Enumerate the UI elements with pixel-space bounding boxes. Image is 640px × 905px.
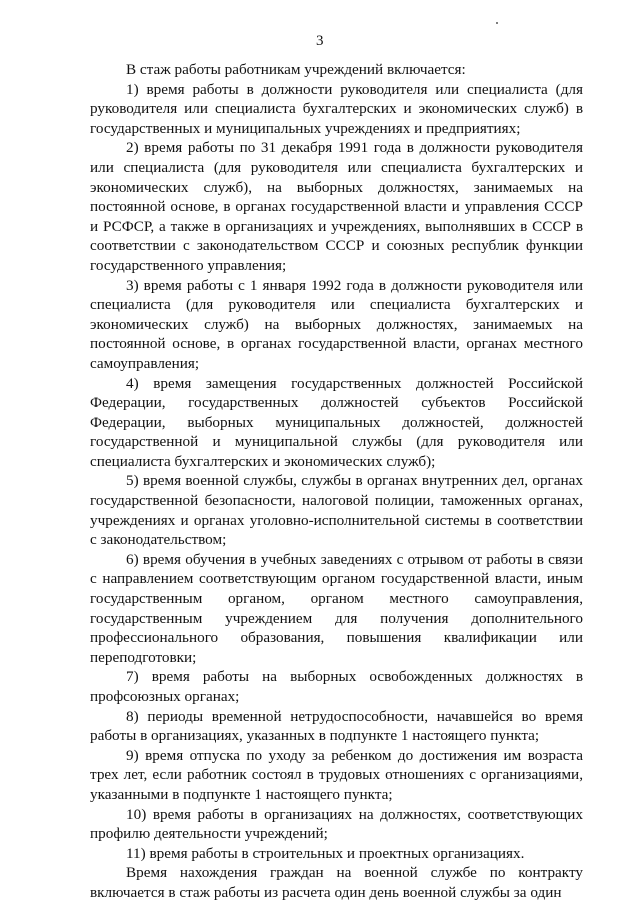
list-item-1: 1) время работы в должности руководителя или специалиста (для руководителя или специалиста бухгалтерских и экономических служб) в государственных и муниципальных учреждениях и предприятиях; bbox=[90, 80, 583, 137]
list-item-5: 5) время военной службы, службы в органах внутренних дел, органах государственной безопасности, налоговой полиции, таможенных органах, учреждениях и органах уголовно-исполнительной системы в соответствии с законодательством; bbox=[90, 472, 583, 549]
list-item-9: 9) время отпуска по уходу за ребенком до достижения им возраста трех лет, если работник состоял в трудовых отношениях с организациями, указанными в подпункте 1 настоящего пункта; bbox=[90, 746, 583, 803]
list-item-10: 10) время работы в организациях на должностях, соответствующих профилю деятельности учреждений; bbox=[90, 805, 583, 843]
document-body bbox=[90, 60, 583, 903]
list-item-4: 4) время замещения государственных должностей Российской Федерации, государственных должностей субъектов Российской Федерации, выборных муниципальных должностей, должностей государственной и муниципальной службы (для руководителя или специалиста бухгалтерских и экономических служб); bbox=[90, 374, 583, 470]
list-item-11: 11) время работы в строительных и проектных организациях. bbox=[126, 844, 525, 862]
list-item-7: 7) время работы на выборных освобожденных должностях в профсоюзных органах; bbox=[90, 668, 583, 705]
closing-paragraph: Время нахождения граждан на военной службе по контракту включается в стаж работы из расчета один день военной службы за один bbox=[90, 864, 583, 901]
list-item-6: 6) время обучения в учебных заведениях с отрывом от работы в связи с направлением соответствующим органом государственной власти, иным государственным органом, органом местного самоуправления, государственным учреждением для получения дополнительного профессионального образования, повышения квалификации или переподготовки; bbox=[90, 550, 583, 666]
page-number: 3 bbox=[316, 33, 324, 49]
scan-speck bbox=[496, 22, 498, 24]
intro-paragraph: В стаж работы работникам учреждений включается: bbox=[126, 61, 466, 78]
list-item-2: 2) время работы по 31 декабря 1991 года в должности руководителя или специалиста (для руководителя или специалиста бухгалтерских и экономических служб), на выборных должностях, занимаемых на постоянной основе, в органах государственной власти и управления СССР и РСФСР, а также в организациях и учреждениях, выполнявших в СССР в соответствии с законодательством СССР и союзных республик функции государственного управления; bbox=[90, 139, 583, 274]
list-item-8: 8) периоды временной нетрудоспособности, начавшейся во время работы в организациях, указанных в подпункте 1 настоящего пункта; bbox=[90, 707, 583, 745]
list-item-3: 3) время работы с 1 января 1992 года в должности руководителя или специалиста (для руководителя или специалиста бухгалтерских и экономических служб) на выборных должностях, занимаемых на постоянной основе, в органах государственной власти, органах местного самоуправления; bbox=[90, 276, 583, 372]
